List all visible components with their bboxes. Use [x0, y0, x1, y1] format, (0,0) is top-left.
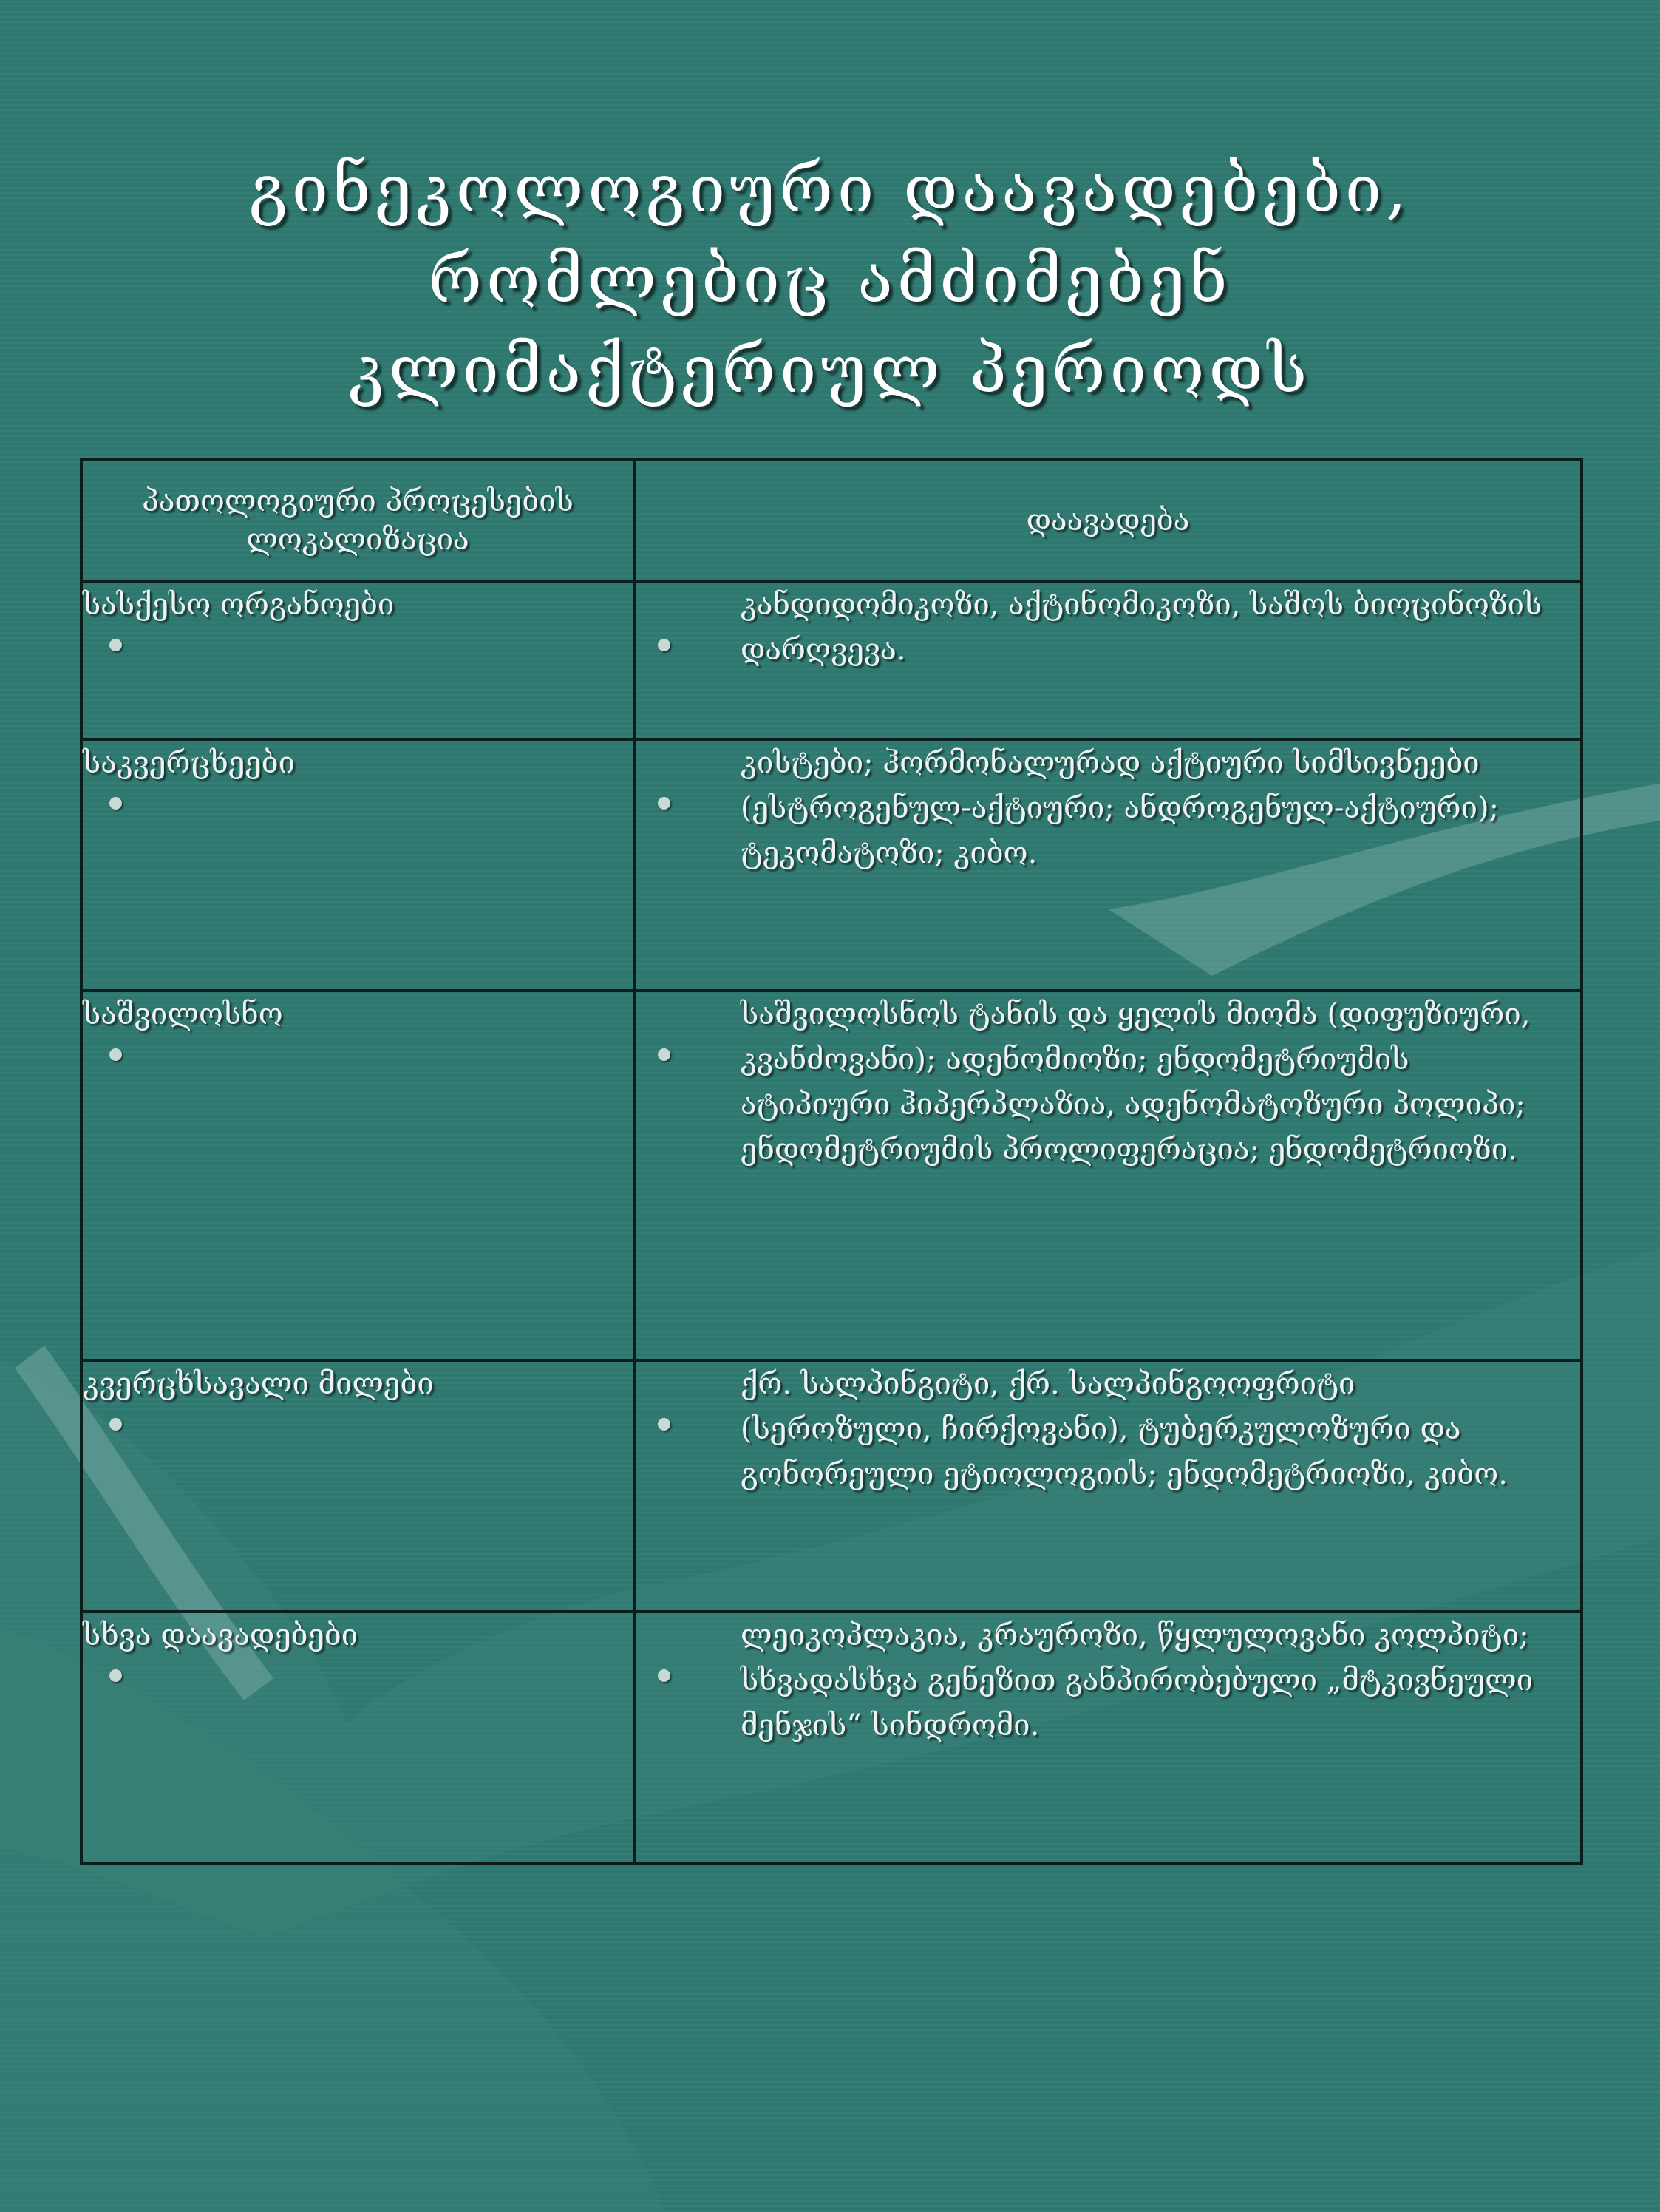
bullet-icon	[658, 1418, 670, 1431]
bullet-icon	[109, 1048, 122, 1061]
table-row	[81, 581, 1582, 739]
bullet-icon	[658, 1048, 670, 1061]
disease-text: ლეიკოპლაკია, კრაუროზი, წყლულოვანი კოლპიტი; სხვადასხვა გენეზით განპირობებული „მტკივნეული მენჯის“ სინდრომი.	[741, 1618, 1534, 1743]
location-text: კვერცხსავალი მილები	[83, 1367, 434, 1402]
bullet-icon	[658, 639, 670, 651]
table-row	[81, 739, 1582, 990]
table-row	[81, 1360, 1582, 1611]
title-line: რომლებიც ამძიმებენ	[428, 241, 1232, 317]
bullet-icon	[658, 797, 670, 810]
location-cell	[81, 739, 634, 990]
location-cell	[81, 581, 634, 739]
disease-cell	[634, 1612, 1582, 1864]
bullet-icon	[109, 1418, 122, 1431]
disease-cell	[634, 739, 1582, 990]
disease-text: საშვილოსნოს ტანის და ყელის მიომა (დიფუზიური, კვანძოვანი); ადენომიოზი; ენდომეტრიუმის ატიპიური ჰიპერპლაზია, ადენომატოზური პოლიპი; ენდომეტრიუმის პროლიფერაცია; ენდომეტრიოზი.	[741, 997, 1531, 1167]
location-cell	[81, 991, 634, 1361]
page-title	[0, 144, 1660, 415]
disease-text: კანდიდომიკოზი, აქტინომიკოზი, საშოს ბიოცინოზის დარღვევა.	[741, 588, 1542, 668]
table-header-row	[81, 460, 1582, 581]
disease-text: კისტები; ჰორმონალურად აქტიური სიმსივნეები (ესტროგენულ-აქტიური; ანდროგენულ-აქტიური); ტეკომატოზი; კიბო.	[741, 746, 1500, 871]
disease-cell	[634, 991, 1582, 1361]
location-text: საშვილოსნო	[83, 997, 283, 1031]
location-cell	[81, 1360, 634, 1611]
header-location: პათოლოგიური პროცესების ლოკალიზაცია	[81, 460, 634, 581]
table-row	[81, 1612, 1582, 1864]
disease-table	[80, 458, 1583, 1865]
bullet-icon	[109, 1669, 122, 1682]
location-text: სასქესო ორგანოები	[83, 588, 395, 622]
disease-cell	[634, 581, 1582, 739]
table-row	[81, 991, 1582, 1361]
bullet-icon	[109, 797, 122, 810]
disease-text: ქრ. სალპინგიტი, ქრ. სალპინგოოფრიტი (სეროზული, ჩირქოვანი), ტუბერკულოზური და გონორეული ეტიოლოგიის; ენდომეტრიოზი, კიბო.	[741, 1367, 1508, 1492]
bullet-icon	[109, 639, 122, 651]
location-text: საკვერცხეები	[83, 746, 296, 781]
title-line: გინეკოლოგიური დაავადებები,	[248, 151, 1412, 227]
location-text: სხვა დაავადებები	[83, 1618, 358, 1652]
header-disease: დაავადება	[634, 460, 1582, 581]
disease-cell	[634, 1360, 1582, 1611]
title-line: კლიმაქტერიულ პერიოდს	[348, 331, 1312, 407]
bullet-icon	[658, 1669, 670, 1682]
location-cell	[81, 1612, 634, 1864]
